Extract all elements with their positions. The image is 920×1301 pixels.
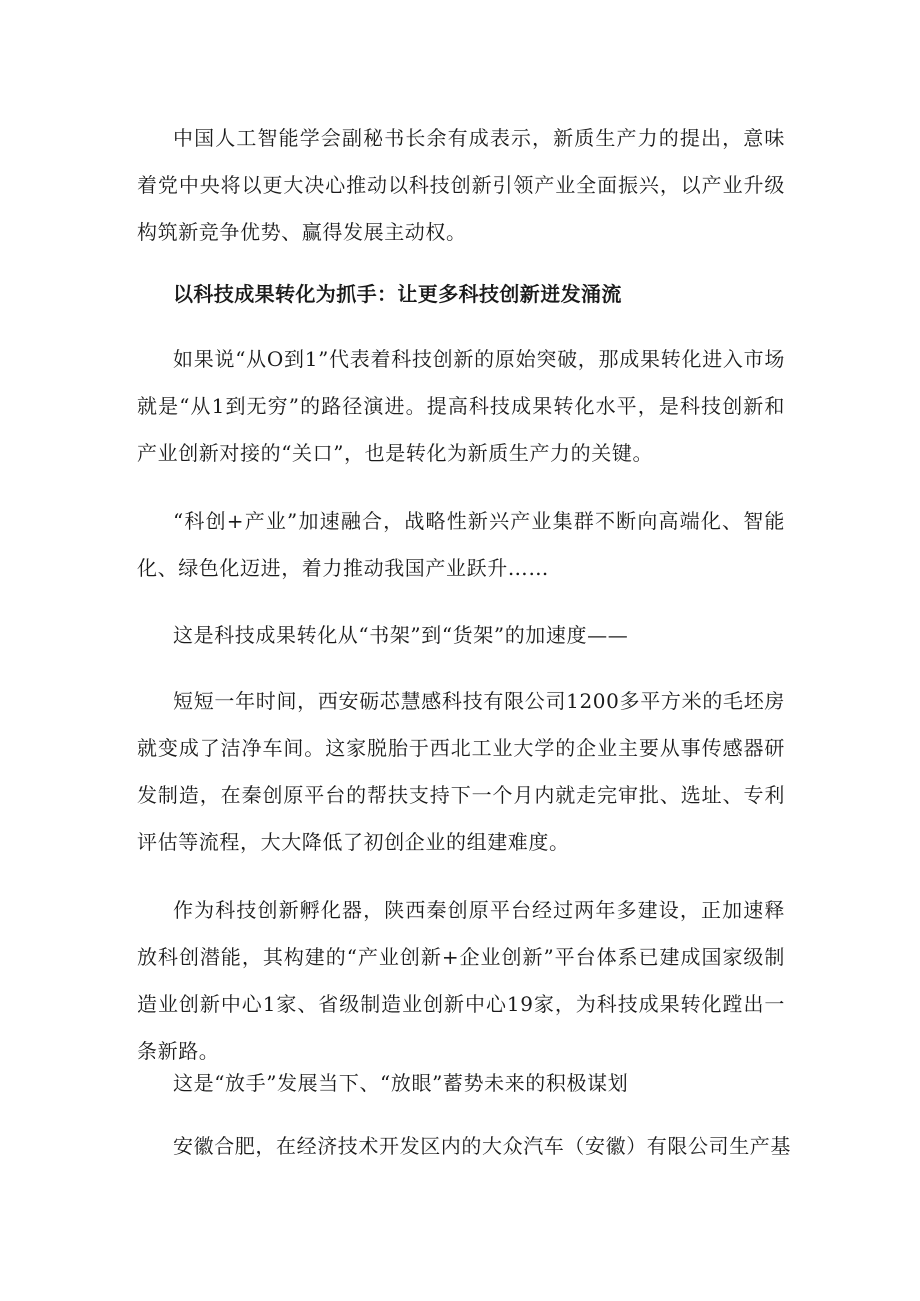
section-heading: 以科技成果转化为抓手：让更多科技创新迸发涌流 xyxy=(173,282,622,306)
paragraph-9: 安徽合肥，在经济技术开发区内的大众汽车（安徽）有限公司生产基 xyxy=(173,1134,791,1158)
paragraph-6: 短短一年时间，西安砺芯慧感科技有限公司1200多平方米的毛坯房就变成了洁净车间。这家脱胎于西北工业大学的企业主要从事传感器研发制造，在秦创原平台的帮扶支持下一个月内就走完审批、选址、专利评估等流程，大大降低了初创企业的组建难度。 xyxy=(137,689,785,854)
paragraph-4: “科创+产业”加速融合，战略性新兴产业集群不断向高端化、智能化、绿色化迈进，着力推动我国产业跃升…… xyxy=(137,509,785,580)
paragraph-8: 这是“放手”发展当下、“放眼”蓄势未来的积极谋划 xyxy=(173,1071,629,1095)
paragraph-7: 作为科技创新孵化器，陕西秦创原平台经过两年多建设，正加速释放科创潜能，其构建的“产业创新+企业创新”平台体系已建成国家级制造业创新中心1家、省级制造业创新中心19家，为科技成果转化蹚出一条新路。 xyxy=(137,898,785,1063)
paragraph-1: 中国人工智能学会副秘书长余有成表示，新质生产力的提出，意味着党中央将以更大决心推动以科技创新引领产业全面振兴，以产业升级构筑新竞争优势、赢得发展主动权。 xyxy=(137,126,785,244)
paragraph-5: 这是科技成果转化从“书架”到“货架”的加速度—— xyxy=(173,623,629,647)
paragraph-3: 如果说“从O到1”代表着科技创新的原始突破，那成果转化进入市场就是“从1到无穷”的路径演进。提高科技成果转化水平，是科技创新和产业创新对接的“关口”，也是转化为新质生产力的关键。 xyxy=(137,347,785,465)
